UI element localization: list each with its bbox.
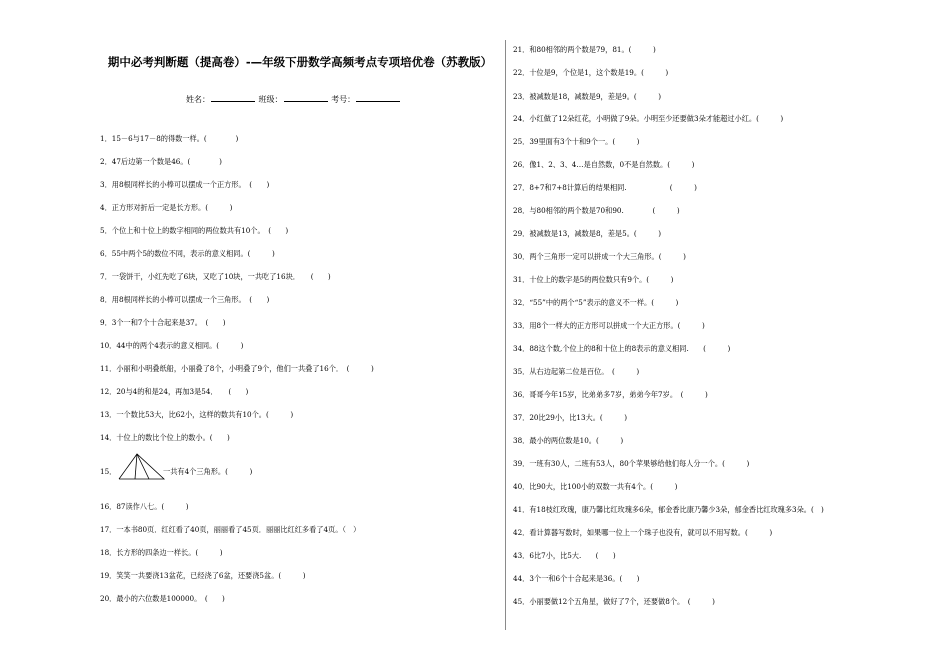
name-blank[interactable] <box>211 94 255 102</box>
question-41: 41．有18枝红玫瑰，康乃馨比红玫瑰多6朵，郁金香比康乃馨少3朵，郁金香比红玫瑰多3朵。( ) <box>513 505 824 514</box>
triangle-figure <box>118 453 166 481</box>
page-title: 期中必考判断题（提高卷）-—年级下册数学高频考点专项培优卷（苏教版） <box>107 55 493 69</box>
question-17: 17．一本书80页．红红看了40页，丽丽看了45页．丽丽比红红多看了4页。（ ） <box>100 525 361 534</box>
number-blank[interactable] <box>356 94 400 102</box>
student-info-line <box>186 94 401 105</box>
question-23: 23．被减数是18，减数是9，差是9。( ) <box>513 92 662 101</box>
question-28: 28．与80相邻的两个数是70和90. ( ) <box>513 206 680 215</box>
question-15-number: 15． <box>100 467 117 476</box>
question-20: 20．最小的六位数是100000。 ( ) <box>100 594 225 603</box>
question-25: 25．39里面有3个十和9个一。( ) <box>513 137 640 146</box>
question-7: 7．一袋饼干，小红先吃了6块，又吃了10块，一共吃了16块． ( ) <box>100 272 331 281</box>
question-11: 11．小丽和小明叠纸船，小丽叠了8个，小明叠了9个，他们一共叠了16个． ( ) <box>100 364 374 373</box>
question-35: 35．从右边起第二位是百位。 ( ) <box>513 367 640 376</box>
question-14: 14．十位上的数比个位上的数小。( ) <box>100 433 230 442</box>
question-36: 36．哥哥今年15岁，比弟弟多7岁，弟弟今年7岁。 ( ) <box>513 390 708 399</box>
question-45: 45．小丽要做12个五角星，做好了7个，还要做8个。 ( ) <box>513 597 715 606</box>
question-38: 38．最小的两位数是10。( ) <box>513 436 624 445</box>
question-24: 24．小红做了12朵红花，小明做了9朵。小明至少还要做3朵才能超过小红。( ) <box>513 114 784 123</box>
question-19: 19．笑笑一共要浇13盆花，已经浇了6盆，还要浇5盆。( ) <box>100 571 306 580</box>
question-5: 5．个位上和十位上的数字相同的两位数共有10个。 ( ) <box>100 226 289 235</box>
question-31: 31．十位上的数字是5的两位数只有9个。( ) <box>513 275 674 284</box>
question-37: 37．20比29小，比13大。( ) <box>513 413 628 422</box>
question-29: 29．被减数是13，减数是8，差是5。( ) <box>513 229 662 238</box>
question-42: 42．看计算器写数时，如果哪一位上一个珠子也没有，就可以不用写数。( ) <box>513 528 773 537</box>
class-label: 班级： <box>258 95 283 104</box>
question-40: 40．比90大，比100小的双数一共有4个。( ) <box>513 482 678 491</box>
column-divider <box>505 40 506 630</box>
question-18: 18．长方形的四条边一样长。( ) <box>100 548 223 557</box>
question-27: 27．8+7和7+8计算后的结果相同. ( ) <box>513 183 697 192</box>
name-label: 姓名： <box>186 95 210 104</box>
question-33: 33．用8个一样大的正方形可以拼成一个大正方形。( ) <box>513 321 705 330</box>
question-4: 4．正方形对折后一定是长方形。( ) <box>100 203 233 212</box>
question-10: 10．44中的两个4表示的意义相同。( ) <box>100 341 244 350</box>
question-16: 16．87读作八七。( ) <box>100 502 189 511</box>
question-2: 2．47后边第一个数是46。( ) <box>100 157 222 166</box>
question-1: 1．15－6与17－8的得数一样。( ) <box>100 134 239 143</box>
question-44: 44．3个一和6个十合起来是36。( ) <box>513 574 640 583</box>
question-30: 30．两个三角形一定可以拼成一个大三角形。( ) <box>513 252 686 261</box>
question-43: 43．6比7小，比5大. ( ) <box>513 551 616 560</box>
question-13: 13．一个数比53大，比62小，这样的数共有10个。( ) <box>100 410 294 419</box>
question-8: 8．用8根同样长的小棒可以摆成一个三角形。 ( ) <box>100 295 270 304</box>
question-9: 9．3个一和7个十合起来是37。 ( ) <box>100 318 226 327</box>
question-22: 22．十位是9，个位是1，这个数是19。( ) <box>513 68 669 77</box>
question-15-text: 一共有4个三角形。( ) <box>163 467 253 476</box>
question-34: 34．88这个数,个位上的8和十位上的8表示的意义相同. ( ) <box>513 344 731 353</box>
number-label: 考号： <box>331 95 356 104</box>
question-12: 12．20与4的和是24，再加3是54． ( ) <box>100 387 249 396</box>
question-3: 3．用8根同样长的小棒可以摆成一个正方形。 ( ) <box>100 180 270 189</box>
question-39: 39．一班有30人，二班有53人，80个苹果够给他们每人分一个。( ) <box>513 459 750 468</box>
question-26: 26．像1、2、3、4…是自然数，0不是自然数。( ) <box>513 160 695 169</box>
class-blank[interactable] <box>284 94 328 102</box>
question-32: 32．“55”中的两个“5”表示的意义不一样。( ) <box>513 298 679 307</box>
question-6: 6．55中两个5的数位不同，表示的意义相同。( ) <box>100 249 275 258</box>
question-21: 21．和80相邻的两个数是79，81。( ) <box>513 45 656 54</box>
